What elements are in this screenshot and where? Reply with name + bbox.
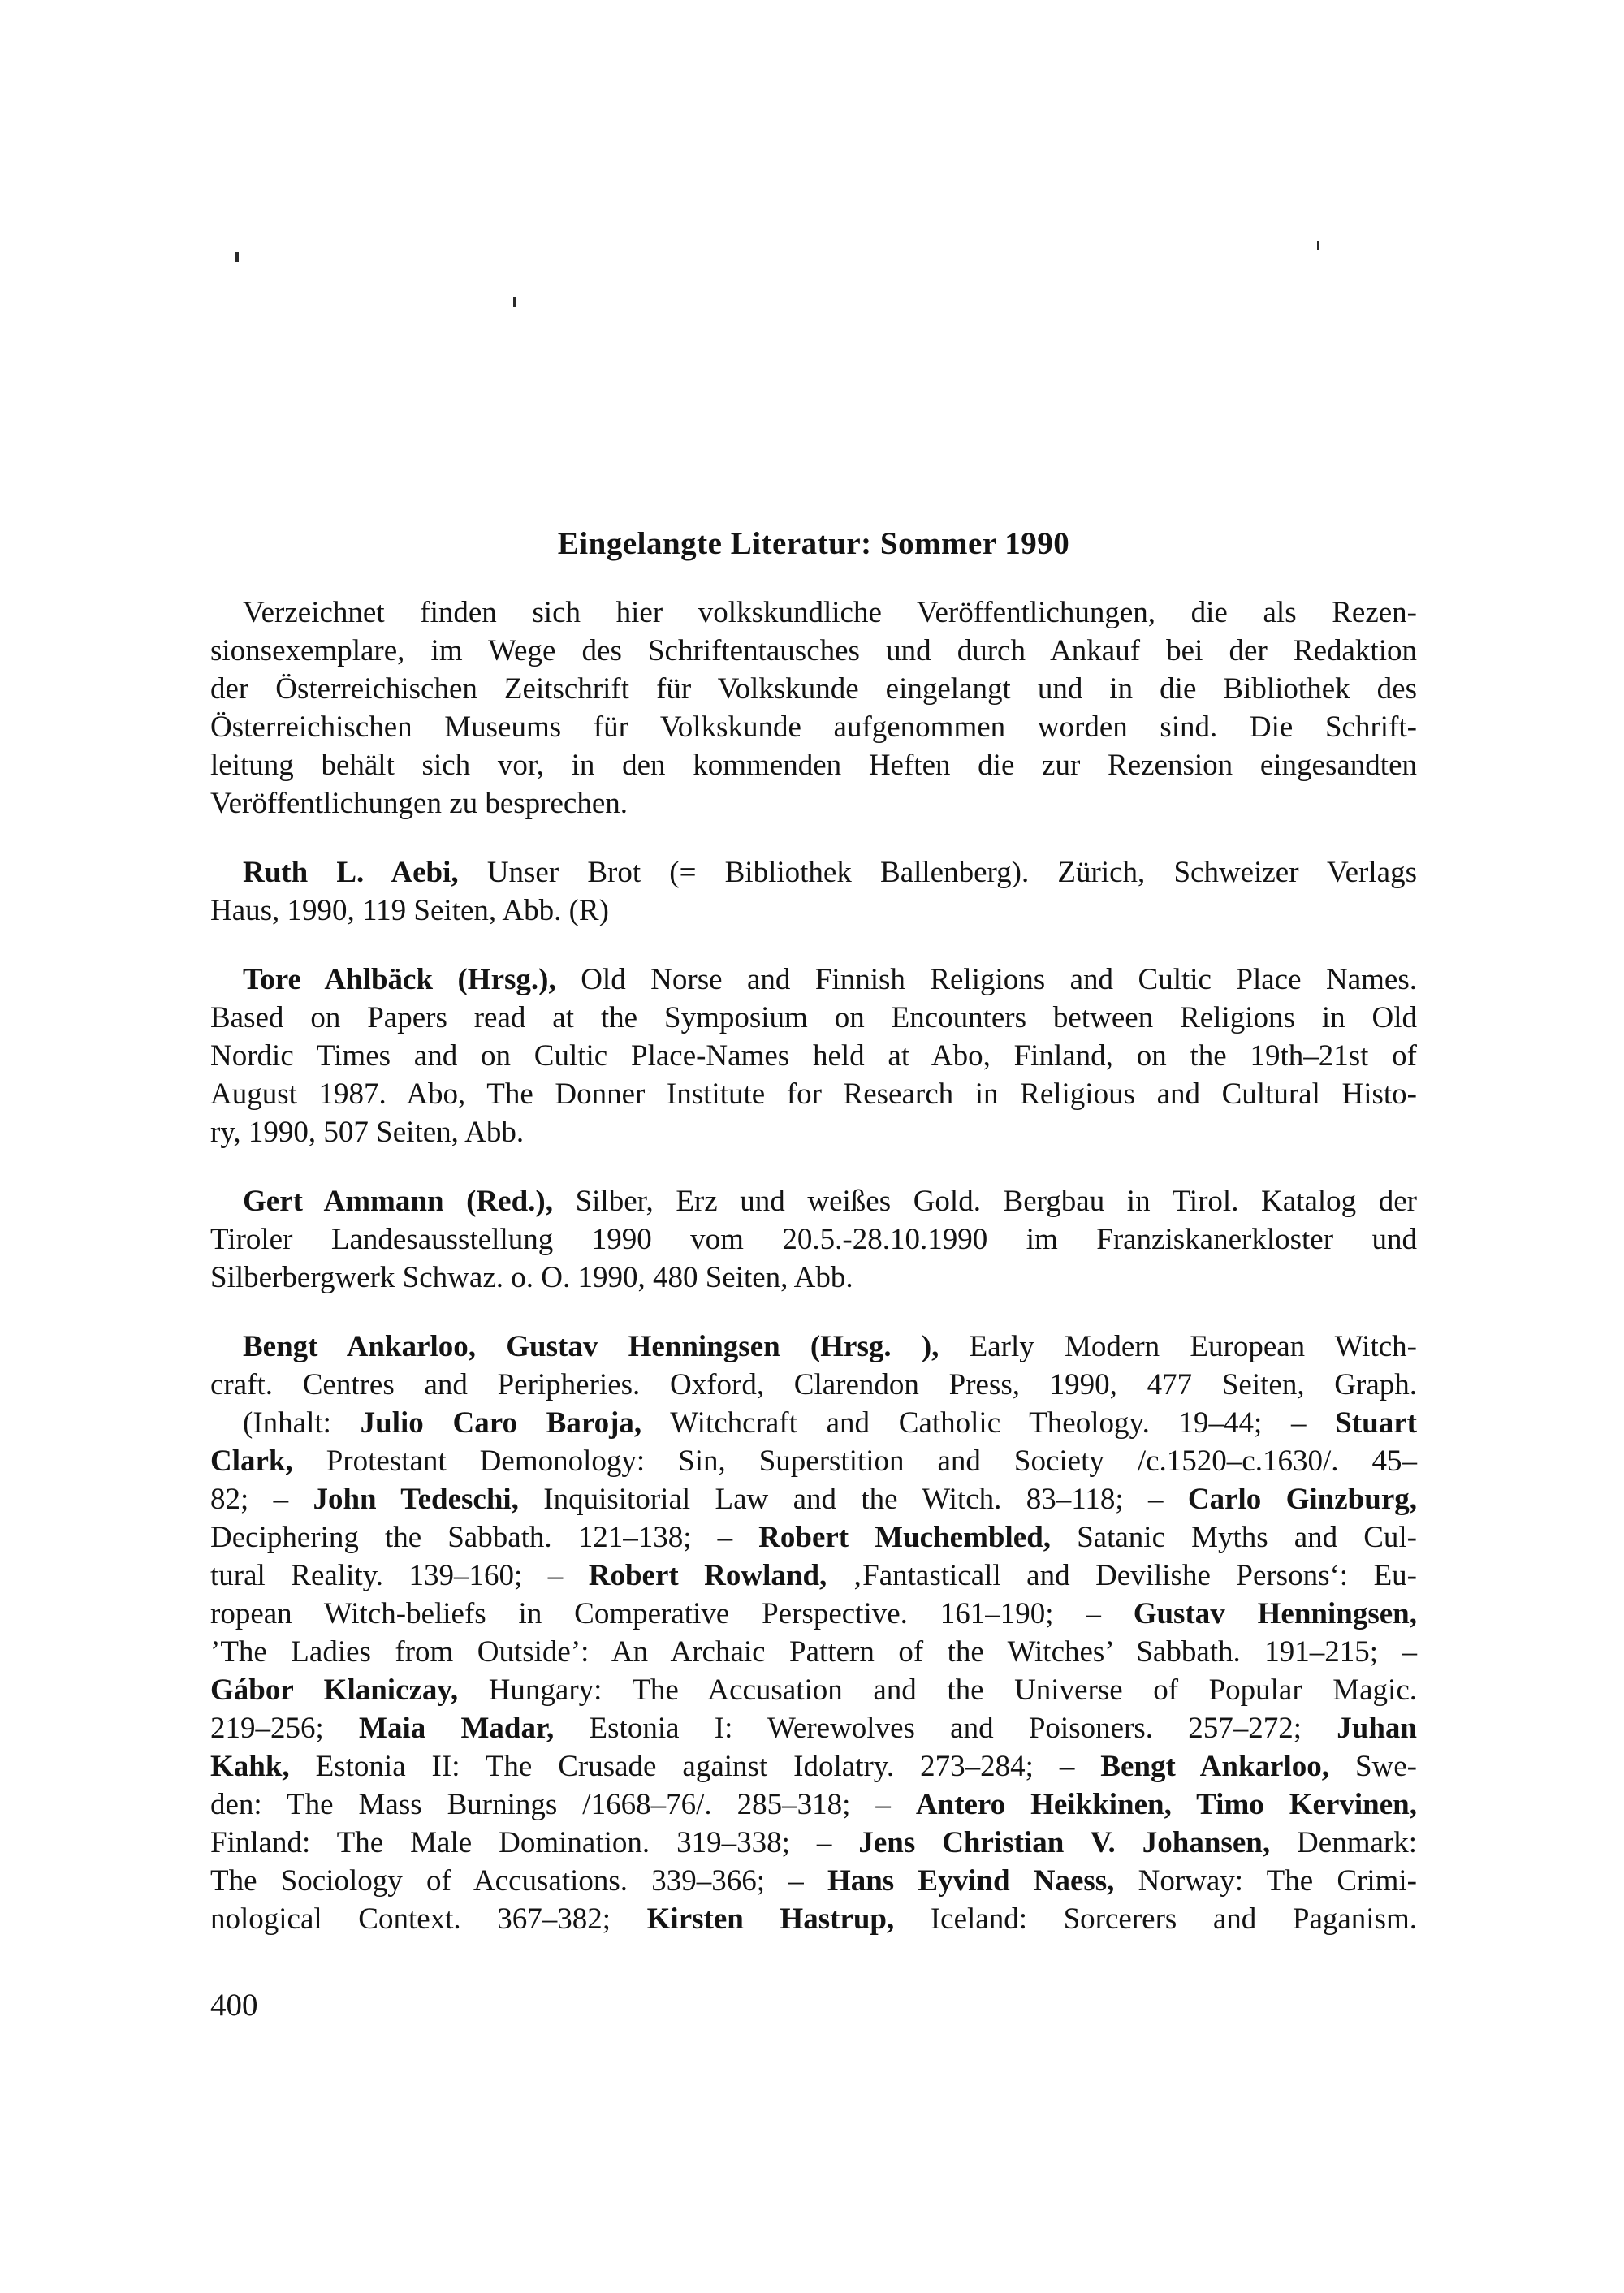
paragraph-entry-ammann: [210, 1182, 1417, 1297]
text-segment: Satanic Myths and Cul-: [1051, 1521, 1417, 1554]
bold-name: Jens Christian V. Johansen,: [858, 1826, 1271, 1859]
text-line: [210, 670, 1417, 708]
text-segment: Tiroler Landesausstellung 1990 vom 20.5.-28.10.1990 im Franziskanerkloster und: [210, 1223, 1417, 1256]
text-segment: ’The Ladies from Outside’: An Archaic Pattern of the Witches’ Sabbath. 191–215; –: [210, 1635, 1417, 1669]
literature-list: [210, 594, 1417, 1938]
text-segment: Österreichischen Museums für Volkskunde aufgenommen worden sind. Die Schrift-: [210, 710, 1417, 744]
text-segment: Based on Papers read at the Symposium on Encounters between Religions in Old: [210, 1001, 1417, 1034]
text-segment: Norway: The Crimi-: [1114, 1864, 1418, 1898]
paragraph-entry-aebi: [210, 853, 1417, 930]
text-line: [210, 746, 1417, 784]
bold-name: Gert Ammann (Red.),: [243, 1185, 553, 1218]
text-segment: leitung behält sich vor, in den kommenden Heften die zur Rezension eingesandten: [210, 749, 1417, 782]
text-line: [210, 1113, 1417, 1151]
scan-artifact: [235, 252, 239, 262]
bold-name: Maia Madar,: [359, 1712, 555, 1745]
scan-artifact: [1317, 241, 1320, 250]
paragraph-entry-ahlback: [210, 961, 1417, 1151]
text-line: [210, 594, 1417, 632]
text-line: [210, 784, 1417, 823]
text-segment: Deciphering the Sabbath. 121–138; –: [210, 1521, 759, 1554]
text-segment: Unser Brot (= Bibliothek Ballenberg). Zürich, Schweizer Verlags: [458, 856, 1417, 889]
text-line: [210, 1557, 1417, 1595]
bold-name: Stuart: [1335, 1406, 1417, 1440]
text-segment: Estonia I: Werewolves and Poisoners. 257–272;: [554, 1712, 1337, 1745]
bold-name: Ruth L. Aebi,: [243, 856, 459, 889]
text-segment: Nordic Times and on Cultic Place-Names held at Abo, Finland, on the 19th–21st of: [210, 1039, 1417, 1073]
page-title: Eingelangte Literatur: Sommer 1990: [557, 526, 1070, 561]
text-segment: Veröffentlichungen zu besprechen.: [210, 787, 628, 820]
text-line: [210, 1633, 1417, 1671]
paragraph-intro: [210, 594, 1417, 823]
text-line: [210, 1442, 1417, 1480]
text-line: [210, 1220, 1417, 1259]
bold-name: Kirsten Hastrup,: [646, 1902, 895, 1936]
text-line: [210, 1824, 1417, 1862]
bold-name: Bengt Ankarloo,: [1100, 1750, 1329, 1783]
bold-name: Robert Rowland,: [588, 1559, 827, 1592]
text-segment: nological Context. 367–382;: [210, 1902, 647, 1936]
text-segment: August 1987. Abo, The Donner Institute for Research in Religious and Cultural Histo-: [210, 1077, 1417, 1111]
text-line: [210, 1671, 1417, 1709]
text-segment: ‚Fantasticall and Devilishe Persons‘: Eu-: [827, 1559, 1417, 1592]
text-line: [210, 999, 1417, 1037]
text-line: [210, 1037, 1417, 1075]
text-segment: ry, 1990, 507 Seiten, Abb.: [210, 1116, 525, 1149]
text-line: [210, 632, 1417, 670]
text-segment: The Sociology of Accusations. 339–366; –: [210, 1864, 827, 1898]
text-line: [210, 708, 1417, 746]
bold-name: Gábor Klaniczay,: [210, 1673, 459, 1707]
text-segment: Estonia II: The Crusade against Idolatry. 273–284; –: [289, 1750, 1101, 1783]
text-segment: Denmark:: [1270, 1826, 1417, 1859]
text-line: [210, 1747, 1417, 1786]
text-line: [210, 1709, 1417, 1747]
bold-name: Tore Ahlbäck (Hrsg.),: [243, 963, 556, 996]
text-line: [210, 853, 1417, 892]
text-segment: 82; –: [210, 1483, 313, 1516]
text-segment: den: The Mass Burnings /1668–76/. 285–318; –: [210, 1788, 916, 1821]
text-segment: Finland: The Male Domination. 319–338; –: [210, 1826, 859, 1859]
text-segment: Silber, Erz und weißes Gold. Bergbau in Tirol. Katalog der: [552, 1185, 1417, 1218]
bold-name: Clark,: [210, 1444, 293, 1478]
text-segment: Early Modern European Witch-: [939, 1330, 1417, 1363]
text-line: [210, 1404, 1417, 1442]
text-segment: Silberbergwerk Schwaz. o. O. 1990, 480 Seiten, Abb.: [210, 1261, 853, 1294]
text-segment: ropean Witch-beliefs in Comperative Perspective. 161–190; –: [210, 1597, 1134, 1630]
text-line: [210, 1862, 1417, 1900]
paragraph-entry-ankarloo: [210, 1328, 1417, 1938]
text-line: [210, 1900, 1417, 1938]
text-segment: tural Reality. 139–160; –: [210, 1559, 589, 1592]
text-segment: Hungary: The Accusation and the Universe of Popular Magic.: [458, 1673, 1417, 1707]
text-segment: Haus, 1990, 119 Seiten, Abb. (R): [210, 894, 609, 927]
bold-name: Robert Muchembled,: [758, 1521, 1052, 1554]
text-line: [210, 1595, 1417, 1633]
bold-name: Juhan: [1337, 1712, 1418, 1745]
bold-name: Julio Caro Baroja,: [360, 1406, 642, 1440]
text-line: [210, 1075, 1417, 1113]
text-line: [210, 1366, 1417, 1404]
text-segment: craft. Centres and Peripheries. Oxford, Clarendon Press, 1990, 477 Seiten, Graph.: [210, 1368, 1417, 1401]
bold-name: Carlo Ginzburg,: [1187, 1483, 1417, 1516]
page-number: 400: [210, 1988, 258, 2023]
bold-name: Antero Heikkinen, Timo Kervinen,: [915, 1788, 1417, 1821]
text-segment: Old Norse and Finnish Religions and Cultic Place Names.: [555, 963, 1417, 996]
text-segment: (Inhalt:: [243, 1406, 361, 1440]
text-segment: Verzeichnet finden sich hier volkskundliche Veröffentlichungen, die als Rezen-: [243, 596, 1417, 629]
bold-name: Gustav Henningsen,: [1133, 1597, 1417, 1630]
text-block: [210, 525, 1417, 1938]
text-segment: sionsexemplare, im Wege des Schriftentausches und durch Ankauf bei der Redaktion: [210, 634, 1417, 667]
bold-name: Kahk,: [210, 1750, 290, 1783]
bold-name: John Tedeschi,: [313, 1483, 519, 1516]
text-segment: Inquisitorial Law and the Witch. 83–118; –: [518, 1483, 1188, 1516]
text-line: [210, 1518, 1417, 1557]
bold-name: Bengt Ankarloo, Gustav Henningsen (Hrsg. ),: [243, 1330, 939, 1363]
text-line: [210, 1328, 1417, 1366]
text-segment: Swe-: [1329, 1750, 1417, 1783]
text-line: [210, 1259, 1417, 1297]
bold-name: Hans Eyvind Naess,: [827, 1864, 1115, 1898]
text-line: [210, 1786, 1417, 1824]
text-segment: 219–256;: [210, 1712, 360, 1745]
text-segment: der Österreichischen Zeitschrift für Volkskunde eingelangt und in die Bibliothek des: [210, 672, 1417, 706]
text-line: [210, 961, 1417, 999]
text-line: [210, 892, 1417, 930]
scan-artifact: [513, 297, 516, 307]
text-line: [210, 1182, 1417, 1220]
text-line: [210, 1480, 1417, 1518]
text-segment: Protestant Demonology: Sin, Superstition and Society /c.1520–c.1630/. 45–: [292, 1444, 1417, 1478]
text-segment: Iceland: Sorcerers and Paganism.: [894, 1902, 1418, 1936]
text-segment: Witchcraft and Catholic Theology. 19–44; –: [641, 1406, 1336, 1440]
